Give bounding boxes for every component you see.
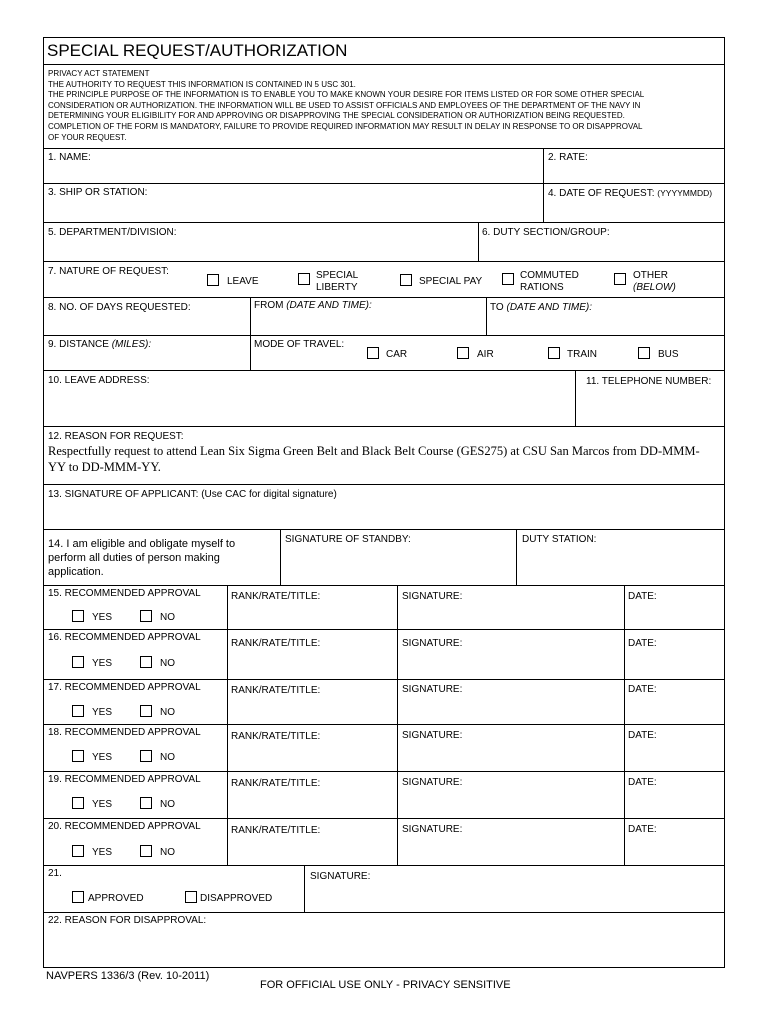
divider (43, 297, 725, 298)
divider (227, 585, 228, 865)
reason-field[interactable]: Respectfully request to attend Lean Six Sigma Green Belt and Black Belt Course (GES275) at CSU San Marcos from DD-MMM-YY to DD-MMM-YY. (48, 444, 700, 474)
date-label: DATE: (628, 730, 657, 741)
approved-label: APPROVED (88, 893, 144, 904)
yes-checkbox[interactable] (72, 750, 84, 762)
form-number: NAVPERS 1336/3 (Rev. 10-2011) (46, 970, 210, 982)
signature-label: SIGNATURE: (402, 824, 463, 835)
privacy-line: THE PRINCIPLE PURPOSE OF THE INFORMATION IS TO ENABLE YOU TO MAKE KNOWN YOUR DESIRE FOR ITEMS LISTED OR FOR SOME OTHER SPECIAL (48, 90, 645, 100)
approval-label: 15. RECOMMENDED APPROVAL (48, 588, 201, 599)
telephone-label: 11. TELEPHONE NUMBER: (586, 376, 712, 387)
other-checkbox[interactable] (614, 273, 626, 285)
special-liberty-label-1: SPECIAL (316, 270, 359, 281)
signature-label: SIGNATURE: (402, 591, 463, 602)
special-liberty-checkbox[interactable] (298, 273, 310, 285)
name-field[interactable] (44, 161, 542, 182)
disapproved-checkbox[interactable] (185, 891, 197, 903)
privacy-line: THE AUTHORITY TO REQUEST THIS INFORMATION IS CONTAINED IN 5 USC 301. (48, 79, 356, 89)
divider (516, 529, 517, 585)
no-label: NO (160, 612, 175, 623)
bus-checkbox[interactable] (638, 347, 650, 359)
name-label: 1. NAME: (48, 152, 91, 163)
approval-label: 20. RECOMMENDED APPROVAL (48, 821, 201, 832)
final-signature-label: SIGNATURE: (310, 871, 371, 882)
to-text: TO (490, 302, 507, 313)
from-field[interactable] (252, 312, 484, 334)
date-request-text: 4. DATE OF REQUEST: (548, 188, 655, 199)
to-hint: (DATE AND TIME): (506, 302, 593, 313)
privacy-line: PRIVACY ACT STATEMENT (48, 69, 150, 78)
date-label: DATE: (628, 824, 657, 835)
duty-station-label: DUTY STATION: (522, 534, 597, 545)
from-text: FROM (254, 300, 287, 311)
leave-label: LEAVE (227, 276, 259, 287)
standby-signature-label: SIGNATURE OF STANDBY: (285, 534, 411, 545)
standby-signature-field[interactable] (282, 548, 514, 584)
yes-label: YES (92, 658, 113, 669)
department-field[interactable] (44, 238, 476, 260)
divider (43, 370, 725, 371)
commuted-rations-checkbox[interactable] (502, 273, 514, 285)
divider (43, 865, 725, 866)
divider (43, 183, 725, 184)
duty-section-label: 6. DUTY SECTION/GROUP: (482, 227, 610, 238)
from-hint: (DATE AND TIME): (286, 300, 372, 311)
signature-label: SIGNATURE: (402, 684, 463, 695)
train-label: TRAIN (567, 349, 597, 360)
rank-label: RANK/RATE/TITLE: (231, 778, 321, 789)
disapproval-reason-field[interactable] (44, 928, 724, 966)
other-label-2: (BELOW) (633, 282, 676, 293)
air-label: AIR (477, 349, 494, 360)
divider (304, 865, 305, 912)
divider (43, 771, 725, 772)
rank-label: RANK/RATE/TITLE: (231, 685, 321, 696)
divider (43, 724, 725, 725)
divider (43, 818, 725, 819)
divider (43, 484, 725, 485)
divider (624, 585, 625, 865)
yes-checkbox[interactable] (72, 705, 84, 717)
no-checkbox[interactable] (140, 656, 152, 668)
leave-checkbox[interactable] (207, 274, 219, 286)
mode-travel-label: MODE OF TRAVEL: (254, 339, 345, 350)
date-request-field[interactable] (545, 198, 723, 221)
to-field[interactable] (488, 314, 723, 334)
divider (478, 222, 479, 261)
special-liberty-label-2: LIBERTY (316, 282, 358, 293)
privacy-line: COMPLETION OF THE FORM IS MANDATORY, FAILURE TO PROVIDE REQUIRED INFORMATION MAY RESULT IN DELAY IN RESPONSE TO OR DISAPPROVAL (48, 121, 643, 131)
no-checkbox[interactable] (140, 705, 152, 717)
yes-checkbox[interactable] (72, 656, 84, 668)
train-checkbox[interactable] (548, 347, 560, 359)
leave-address-label: 10. LEAVE ADDRESS: (48, 375, 150, 386)
commuted-label-1: COMMUTED (520, 270, 579, 281)
date-format-hint: (YYYYMMDD) (657, 188, 713, 198)
divider (43, 261, 725, 262)
date-label: DATE: (628, 684, 657, 695)
final-signature-field[interactable] (306, 884, 723, 911)
rank-label: RANK/RATE/TITLE: (231, 825, 321, 836)
no-checkbox[interactable] (140, 797, 152, 809)
date-label: DATE: (628, 591, 657, 602)
approval-label: 16. RECOMMENDED APPROVAL (48, 632, 201, 643)
nature-label: 7. NATURE OF REQUEST: (48, 266, 169, 277)
yes-label: YES (92, 847, 113, 858)
ship-station-field[interactable] (44, 198, 542, 221)
privacy-footer: FOR OFFICIAL USE ONLY - PRIVACY SENSITIVE (260, 979, 511, 991)
yes-checkbox[interactable] (72, 797, 84, 809)
department-label: 5. DEPARTMENT/DIVISION: (48, 227, 177, 238)
eligibility-statement: 14. I am eligible and obligate myself to perform all duties of person making application. (48, 538, 236, 578)
from-label (254, 300, 372, 312)
reason-label: 12. REASON FOR REQUEST: (48, 431, 184, 442)
date-label: DATE: (628, 777, 657, 788)
ship-station-label: 3. SHIP OR STATION: (48, 187, 148, 198)
special-pay-label: SPECIAL PAY (419, 276, 483, 287)
special-pay-checkbox[interactable] (400, 274, 412, 286)
car-checkbox[interactable] (367, 347, 379, 359)
to-label (490, 302, 592, 314)
divider (43, 585, 725, 586)
no-label: NO (160, 658, 175, 669)
car-label: CAR (386, 349, 408, 360)
rate-field[interactable] (545, 161, 723, 182)
yes-label: YES (92, 752, 113, 763)
leave-address-field[interactable] (44, 388, 574, 425)
yes-label: YES (92, 799, 113, 810)
divider (43, 335, 725, 336)
no-label: NO (160, 752, 175, 763)
divider (575, 370, 576, 426)
divider (43, 222, 725, 223)
telephone-field[interactable] (577, 390, 723, 425)
divider (486, 297, 487, 335)
approval-label: 19. RECOMMENDED APPROVAL (48, 774, 201, 785)
no-checkbox[interactable] (140, 750, 152, 762)
privacy-line: OF YOUR REQUEST. (48, 132, 127, 142)
bus-label: BUS (658, 349, 679, 360)
divider (280, 529, 281, 585)
signature-label: SIGNATURE: (402, 638, 463, 649)
applicant-signature-label: 13. SIGNATURE OF APPLICANT: (Use CAC for digital signature) (48, 489, 337, 500)
rank-label: RANK/RATE/TITLE: (231, 638, 321, 649)
form-title: SPECIAL REQUEST/AUTHORIZATION (47, 41, 348, 60)
distance-text: 9. DISTANCE (48, 339, 112, 350)
distance-unit: (MILES): (111, 339, 152, 350)
yes-label: YES (92, 612, 113, 623)
days-label: 8. NO. OF DAYS REQUESTED: (48, 302, 191, 313)
disapproval-reason-label: 22. REASON FOR DISAPPROVAL: (48, 915, 207, 926)
no-label: NO (160, 799, 175, 810)
rank-label: RANK/RATE/TITLE: (231, 591, 321, 602)
divider (43, 426, 725, 427)
distance-label (48, 339, 151, 351)
yes-label: YES (92, 707, 113, 718)
no-checkbox[interactable] (140, 845, 152, 857)
date-label: DATE: (628, 638, 657, 649)
divider (43, 629, 725, 630)
air-checkbox[interactable] (457, 347, 469, 359)
approval-label: 18. RECOMMENDED APPROVAL (48, 727, 201, 738)
signature-label: SIGNATURE: (402, 730, 463, 741)
duty-station-field[interactable] (518, 548, 723, 584)
rank-label: RANK/RATE/TITLE: (231, 731, 321, 742)
yes-checkbox[interactable] (72, 610, 84, 622)
no-label: NO (160, 847, 175, 858)
approved-checkbox[interactable] (72, 891, 84, 903)
disapproved-label: DISAPPROVED (200, 893, 273, 904)
divider (43, 912, 725, 913)
divider (43, 679, 725, 680)
other-label-1: OTHER (633, 270, 668, 281)
signature-label: SIGNATURE: (402, 777, 463, 788)
privacy-act-statement (48, 69, 718, 143)
commuted-label-2: RATIONS (520, 282, 564, 293)
no-label: NO (160, 707, 175, 718)
duty-section-field[interactable] (480, 238, 723, 260)
applicant-signature-field[interactable] (44, 502, 724, 528)
approval-label: 17. RECOMMENDED APPROVAL (48, 682, 201, 693)
divider (250, 297, 251, 370)
divider (543, 148, 544, 222)
yes-checkbox[interactable] (72, 845, 84, 857)
divider (43, 64, 725, 65)
item-21-label: 21. (48, 868, 62, 879)
privacy-line: CONSIDERATION OR AUTHORIZATION. THE INFORMATION WILL BE USED TO ASSIST OFFICIALS AND EMPLOYEES OF THE DEPARTMENT OF THE NAVY IN (48, 100, 641, 110)
no-checkbox[interactable] (140, 610, 152, 622)
rate-label: 2. RATE: (548, 152, 588, 163)
divider (43, 148, 725, 149)
divider (43, 529, 725, 530)
divider (397, 585, 398, 865)
privacy-line: DETERMINING YOUR ELIGIBILITY FOR AND APPROVING OR DISAPPROVING THE SPECIAL CONSIDERATION OR AUTHORIZATION BEING REQUESTED. (48, 111, 625, 121)
